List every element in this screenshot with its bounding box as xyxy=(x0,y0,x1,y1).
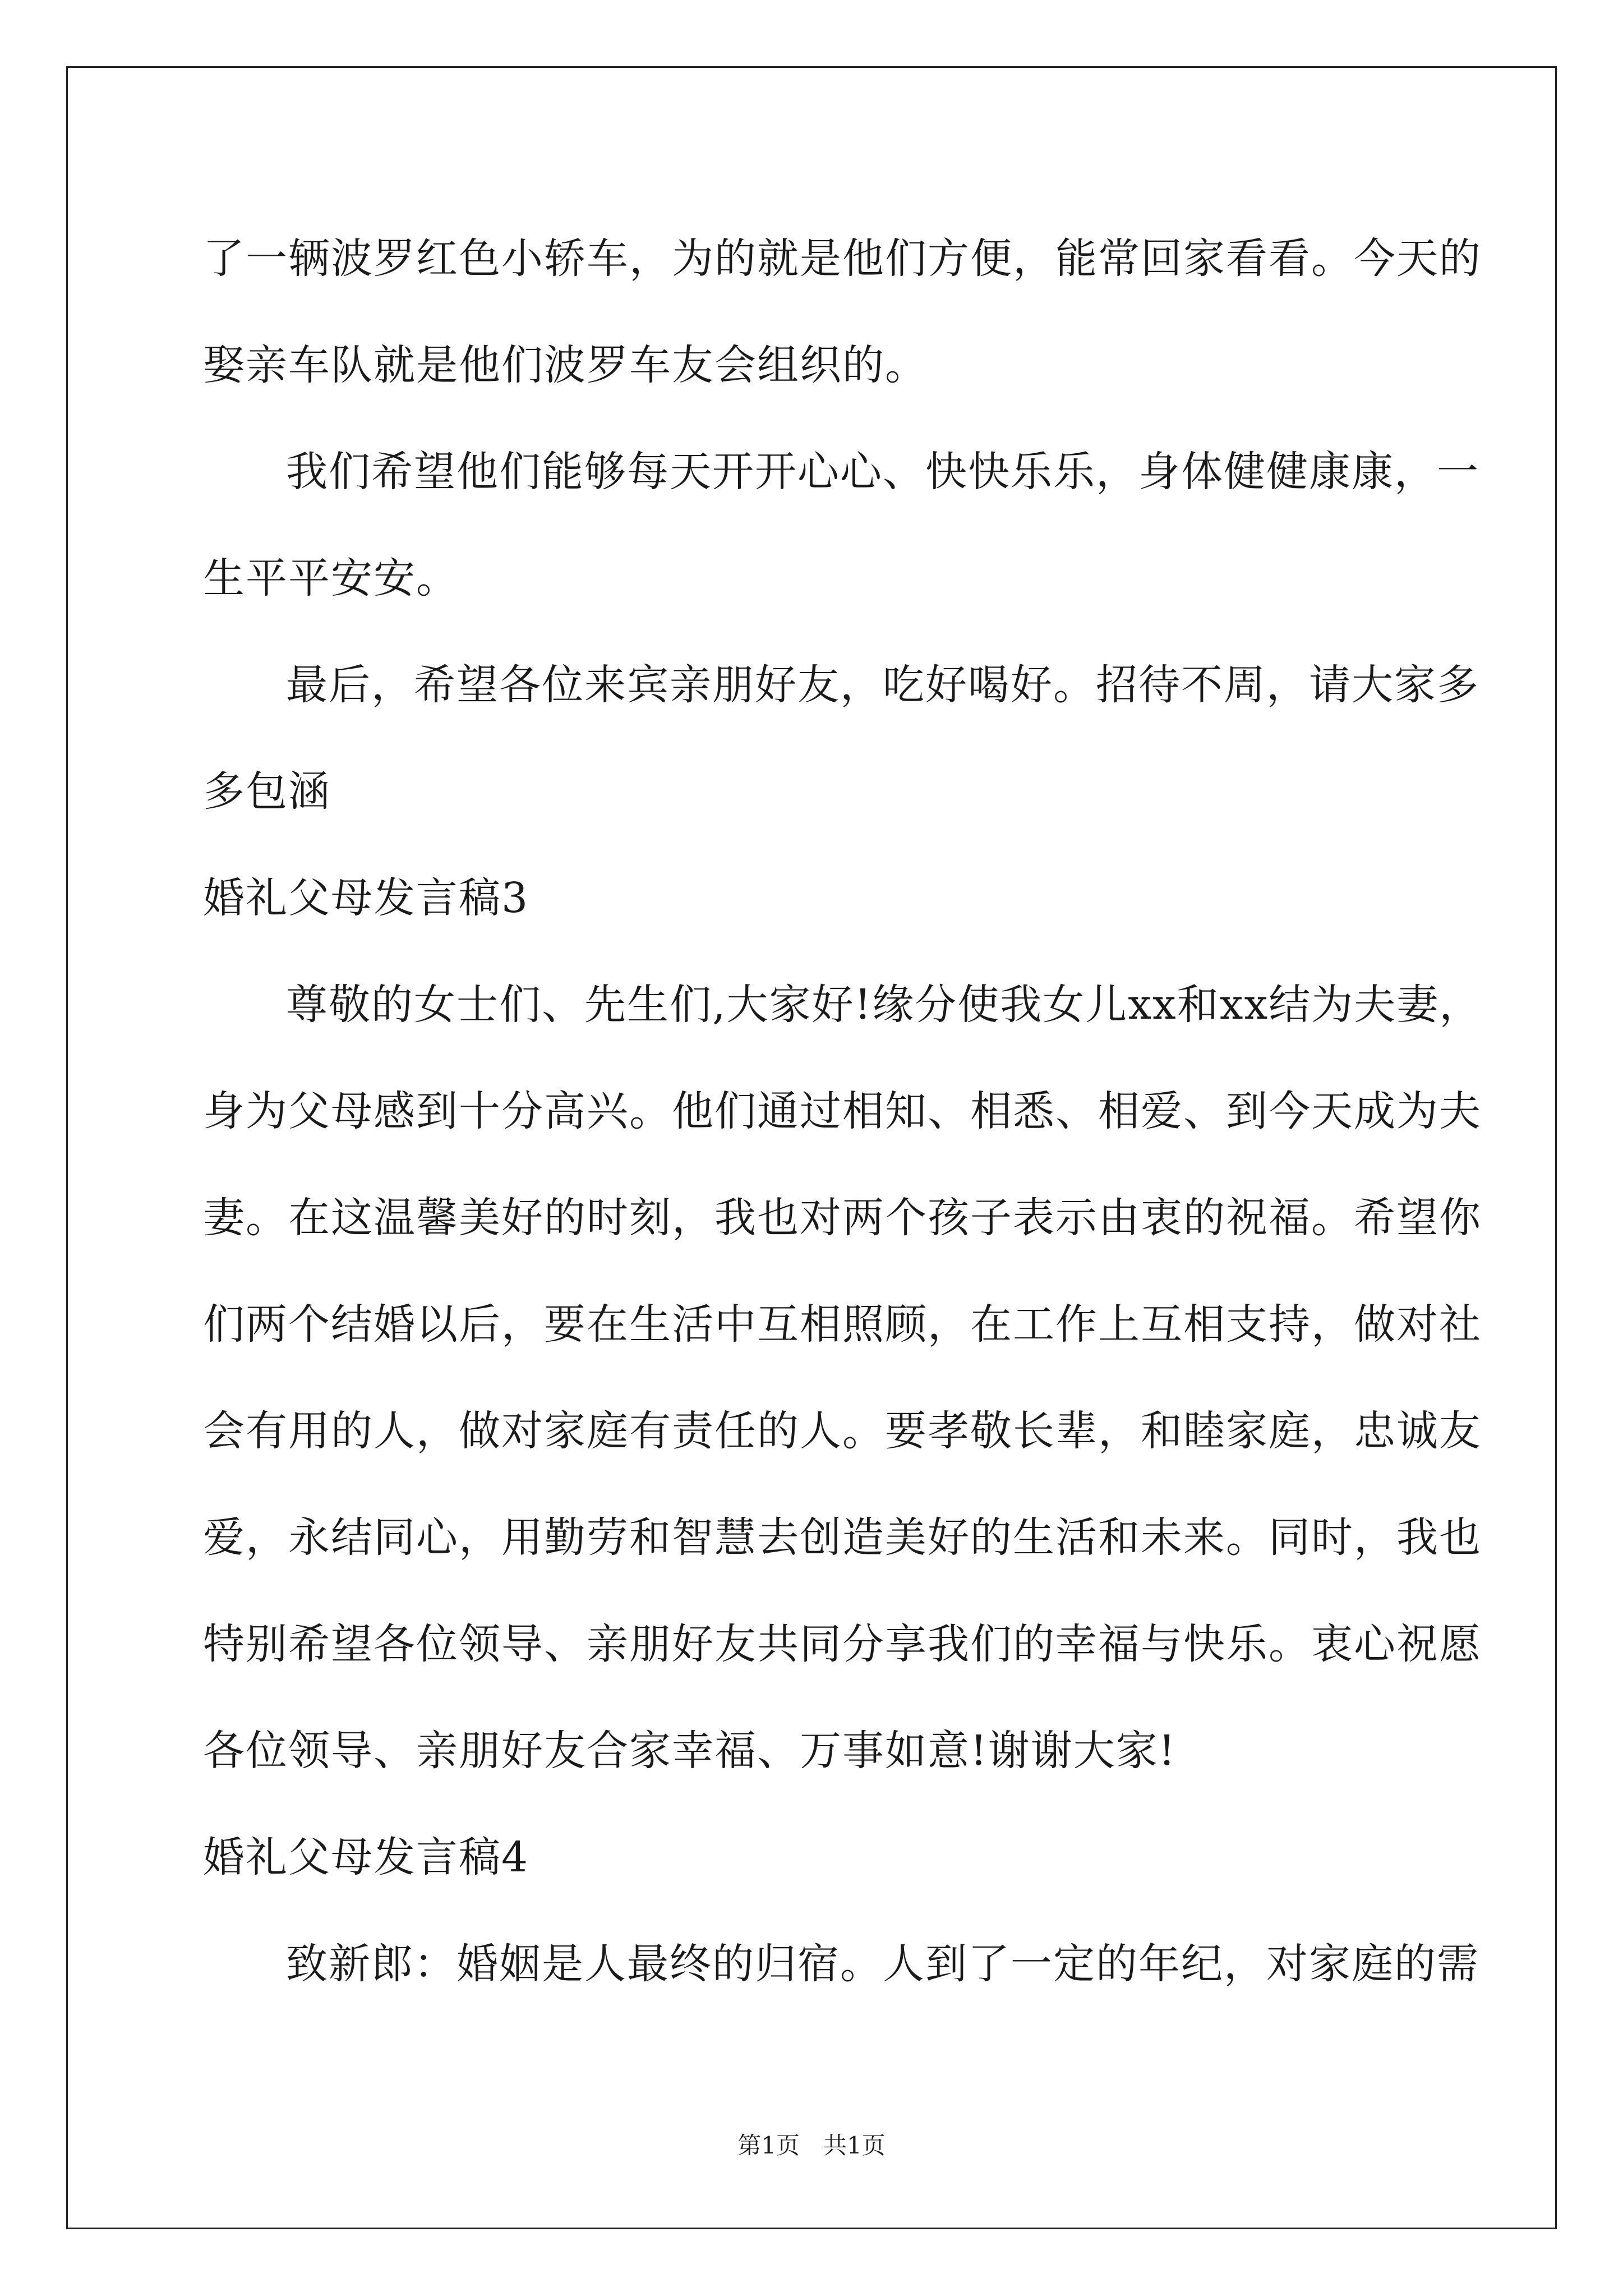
paragraph-line: 爱，永结同心，用勤劳和智慧去创造美好的生活和未来。同时，我也 xyxy=(203,1513,1482,1562)
paragraph-line: 会有用的人，做对家庭有责任的人。要孝敬长辈，和睦家庭，忠诚友 xyxy=(203,1407,1482,1455)
paragraph-line: 们两个结婚以后，要在生活中互相照顾，在工作上互相支持，做对社 xyxy=(203,1300,1482,1349)
paragraph-line: 特别希望各位领导、亲朋好友共同分享我们的幸福与快乐。衷心祝愿 xyxy=(203,1620,1482,1668)
paragraph-line: 娶亲车队就是他们波罗车友会组织的。 xyxy=(203,341,928,389)
document-body xyxy=(203,205,1482,2017)
paragraph-line: 尊敬的女士们、先生们,大家好!缘分使我女儿xx和xx结为夫妻， xyxy=(286,981,1482,1029)
section-heading: 婚礼父母发言稿4 xyxy=(203,1833,529,1881)
paragraph-line: 我们希望他们能够每天开开心心、快快乐乐，身体健健康康，一 xyxy=(286,448,1479,496)
page-number-footer: 第1页 共1页 xyxy=(737,2132,886,2159)
section-heading: 婚礼父母发言稿3 xyxy=(203,874,529,922)
paragraph-line: 妻。在这温馨美好的时刻，我也对两个孩子表示由衷的祝福。希望你 xyxy=(203,1194,1482,1242)
paragraph-line: 致新郎：婚姻是人最终的归宿。人到了一定的年纪，对家庭的需 xyxy=(286,1940,1479,1988)
paragraph-line: 身为父母感到十分高兴。他们通过相知、相悉、相爱、到今天成为夫 xyxy=(203,1087,1482,1135)
paragraph-line: 最后，希望各位来宾亲朋好友，吃好喝好。招待不周，请大家多 xyxy=(286,661,1479,709)
paragraph-line: 生平平安安。 xyxy=(203,554,459,602)
paragraph-line: 了一辆波罗红色小轿车，为的就是他们方便，能常回家看看。今天的 xyxy=(203,234,1482,283)
paragraph-line: 多包涵 xyxy=(203,767,331,816)
paragraph-line: 各位领导、亲朋好友合家幸福、万事如意!谢谢大家! xyxy=(203,1727,1177,1775)
